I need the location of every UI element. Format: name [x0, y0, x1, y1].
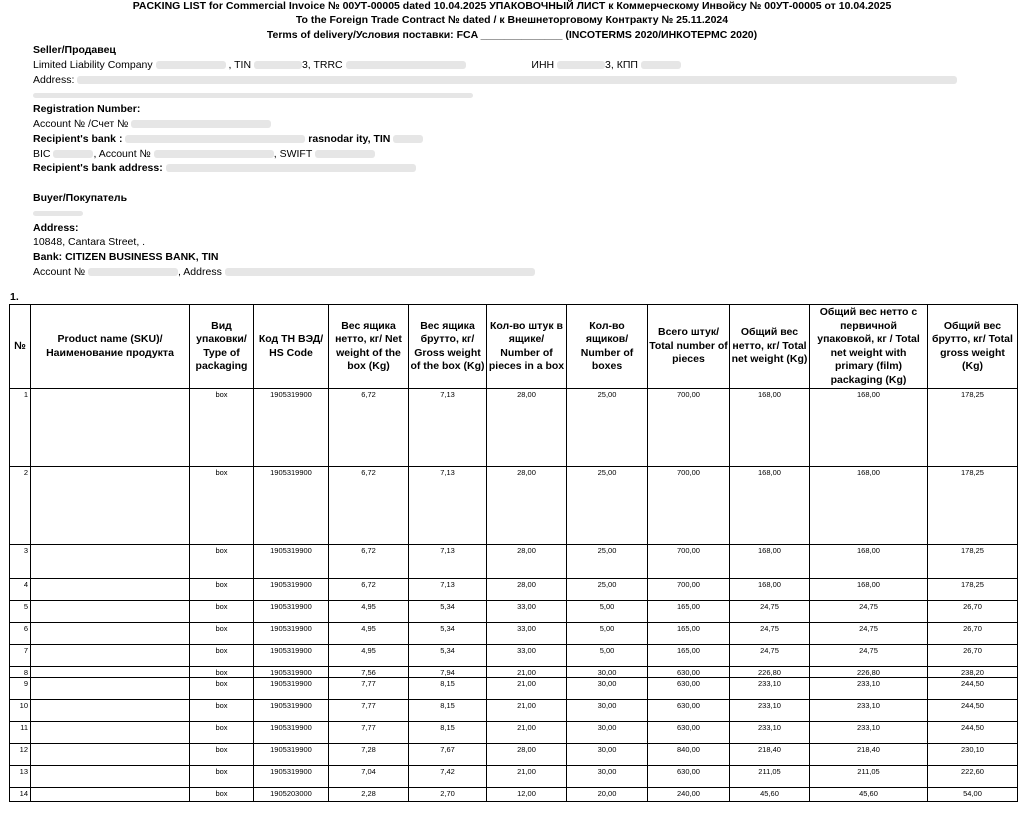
bic-line: [33, 147, 375, 162]
col-header-no: №: [10, 305, 31, 389]
table-cell: 28,00: [487, 389, 567, 467]
table-cell: box: [190, 579, 254, 601]
table-cell: 178,25: [928, 579, 1018, 601]
table-cell: 630,00: [648, 700, 730, 722]
table-cell: 1905319900: [254, 667, 329, 678]
seller-tin: , TIN: [228, 59, 252, 71]
table-cell: box: [190, 766, 254, 788]
table-cell: [31, 579, 190, 601]
bic-account: , Account №: [93, 148, 151, 160]
buyer-title: Buyer/Покупатель: [33, 192, 128, 204]
table-cell: 218,40: [730, 744, 810, 766]
table-cell: 168,00: [730, 579, 810, 601]
table-cell: 222,60: [928, 766, 1018, 788]
table-row: [10, 744, 1018, 766]
table-cell: 233,10: [810, 700, 928, 722]
redaction: [315, 150, 375, 158]
table-cell: 1905319900: [254, 766, 329, 788]
col-header-pieces-box: Кол-во штук в ящике/ Number of pieces in a box: [487, 305, 567, 389]
bic-swift: , SWIFT: [273, 148, 313, 160]
doc-title-line-3: Terms of delivery/Условия поставки: FCA ______________ (INCOTERMS 2020/ИНКОТЕРМС 2020): [266, 29, 758, 41]
row-number-cell: 11: [10, 722, 31, 744]
table-cell: [31, 667, 190, 678]
table-cell: 233,10: [730, 678, 810, 700]
table-cell: 25,00: [567, 389, 648, 467]
redaction: [125, 135, 305, 143]
buyer-address-label: Address:: [33, 222, 79, 234]
redaction: [77, 76, 957, 84]
redaction: [641, 61, 681, 69]
table-cell: 244,50: [928, 722, 1018, 744]
table-cell: 168,00: [730, 467, 810, 545]
table-cell: 7,94: [409, 667, 487, 678]
table-row: [10, 579, 1018, 601]
redaction: [393, 135, 423, 143]
table-cell: 165,00: [648, 601, 730, 623]
redaction: [33, 93, 473, 98]
table-cell: 178,25: [928, 545, 1018, 579]
table-cell: 33,00: [487, 623, 567, 645]
table-cell: 5,00: [567, 623, 648, 645]
table-cell: 30,00: [567, 667, 648, 678]
buyer-bank: Bank: CITIZEN BUSINESS BANK, TIN: [33, 251, 219, 263]
table-cell: 8,15: [409, 722, 487, 744]
row-number-cell: 4: [10, 579, 31, 601]
table-cell: 1905319900: [254, 467, 329, 545]
table-cell: [31, 788, 190, 802]
table-cell: box: [190, 545, 254, 579]
table-cell: 244,50: [928, 700, 1018, 722]
buyer-account-line: [33, 265, 535, 280]
col-header-total-net: Общий вес нетто, кг/ Total net weight (Kg): [730, 305, 810, 389]
table-cell: 5,00: [567, 601, 648, 623]
row-number-cell: 10: [10, 700, 31, 722]
table-cell: [31, 389, 190, 467]
table-cell: 168,00: [810, 579, 928, 601]
table-cell: 26,70: [928, 645, 1018, 667]
buyer-account: Account №: [33, 266, 86, 278]
table-row: [10, 545, 1018, 579]
table-cell: 168,00: [730, 389, 810, 467]
table-cell: 244,50: [928, 678, 1018, 700]
table-cell: 45,60: [730, 788, 810, 802]
table-cell: 7,77: [329, 722, 409, 744]
table-cell: box: [190, 467, 254, 545]
table-cell: 168,00: [730, 545, 810, 579]
table-cell: 7,28: [329, 744, 409, 766]
table-cell: 30,00: [567, 722, 648, 744]
col-header-total-pieces: Всего штук/ Total number of pieces: [648, 305, 730, 389]
table-cell: 168,00: [810, 389, 928, 467]
row-number-cell: 5: [10, 601, 31, 623]
buyer-address-value: 10848, Cantara Street, .: [33, 236, 146, 248]
table-row: [10, 645, 1018, 667]
table-cell: 211,05: [730, 766, 810, 788]
registration-title: Registration Number:: [33, 103, 141, 115]
table-cell: 178,25: [928, 467, 1018, 545]
table-cell: 1905319900: [254, 722, 329, 744]
table-cell: 30,00: [567, 700, 648, 722]
table-cell: 1905319900: [254, 645, 329, 667]
table-cell: 30,00: [567, 744, 648, 766]
table-cell: [31, 744, 190, 766]
table-cell: 30,00: [567, 766, 648, 788]
table-cell: box: [190, 700, 254, 722]
table-cell: 2,70: [409, 788, 487, 802]
row-number-cell: 14: [10, 788, 31, 802]
row-number-cell: 2: [10, 467, 31, 545]
table-cell: box: [190, 678, 254, 700]
table-cell: 21,00: [487, 722, 567, 744]
table-cell: 630,00: [648, 678, 730, 700]
table-cell: 226,80: [810, 667, 928, 678]
seller-title: Seller/Продавец: [33, 44, 116, 56]
table-cell: box: [190, 667, 254, 678]
seller-address-line: [33, 73, 957, 88]
redaction: [53, 150, 93, 158]
seller-company-line: [33, 58, 681, 73]
table-cell: 1905319900: [254, 579, 329, 601]
table-row: [10, 601, 1018, 623]
table-cell: box: [190, 645, 254, 667]
table-cell: 7,13: [409, 467, 487, 545]
table-cell: 840,00: [648, 744, 730, 766]
table-cell: 28,00: [487, 467, 567, 545]
redaction: [154, 150, 274, 158]
table-row: [10, 667, 1018, 678]
table-cell: 24,75: [810, 623, 928, 645]
row-number-cell: 12: [10, 744, 31, 766]
row-number-cell: 7: [10, 645, 31, 667]
seller-trrc: 3, TRRC: [301, 59, 343, 71]
table-cell: box: [190, 722, 254, 744]
redaction: [557, 61, 605, 69]
table-cell: 4,95: [329, 601, 409, 623]
col-header-boxes: Кол-во ящиков/ Number of boxes: [567, 305, 648, 389]
table-cell: 45,60: [810, 788, 928, 802]
table-cell: 5,00: [567, 645, 648, 667]
table-cell: 7,13: [409, 579, 487, 601]
redaction: [254, 61, 302, 69]
table-cell: 7,77: [329, 700, 409, 722]
seller-kpp: 3, КПП: [605, 59, 638, 71]
table-cell: 630,00: [648, 722, 730, 744]
table-row: [10, 389, 1018, 467]
doc-title-line-2: To the Foreign Trade Contract № dated / к Внешнеторговому Контракту № 25.11.2024: [295, 14, 729, 26]
table-row: [10, 788, 1018, 802]
row-number-cell: 3: [10, 545, 31, 579]
table-cell: 30,00: [567, 678, 648, 700]
table-cell: 4,95: [329, 623, 409, 645]
table-cell: 26,70: [928, 601, 1018, 623]
table-row: [10, 467, 1018, 545]
table-cell: 7,04: [329, 766, 409, 788]
table-cell: 6,72: [329, 545, 409, 579]
table-cell: 226,80: [730, 667, 810, 678]
registration-account: Account № /Счет №: [33, 118, 129, 130]
packing-table: [9, 304, 1018, 802]
row-number-cell: 9: [10, 678, 31, 700]
table-cell: 5,34: [409, 601, 487, 623]
seller-inn: ИНН: [531, 59, 555, 71]
table-cell: 700,00: [648, 467, 730, 545]
col-header-net-box: Вес ящика нетто, кг/ Net weight of the box (Kg): [329, 305, 409, 389]
table-cell: 178,25: [928, 389, 1018, 467]
table-row: [10, 700, 1018, 722]
col-header-gross-box: Вес ящика брутто, кг/ Gross weight of the box (Kg): [409, 305, 487, 389]
table-cell: 21,00: [487, 667, 567, 678]
table-cell: 21,00: [487, 678, 567, 700]
table-cell: 25,00: [567, 467, 648, 545]
table-cell: [31, 545, 190, 579]
table-cell: 24,75: [730, 601, 810, 623]
table-row: [10, 678, 1018, 700]
table-cell: 24,75: [810, 645, 928, 667]
redaction: [225, 268, 535, 276]
table-cell: 54,00: [928, 788, 1018, 802]
table-cell: 25,00: [567, 545, 648, 579]
table-cell: 24,75: [730, 623, 810, 645]
table-cell: 21,00: [487, 700, 567, 722]
table-cell: 7,13: [409, 389, 487, 467]
table-cell: 8,15: [409, 678, 487, 700]
table-cell: 4,95: [329, 645, 409, 667]
table-cell: 240,00: [648, 788, 730, 802]
table-cell: 33,00: [487, 601, 567, 623]
table-cell: box: [190, 744, 254, 766]
seller-address-cont: [33, 88, 473, 103]
seller-company: Limited Liability Company: [33, 59, 153, 71]
redaction: [156, 61, 226, 69]
table-cell: 6,72: [329, 467, 409, 545]
col-header-total-gross: Общий вес брутто, кг/ Total gross weight (Kg): [928, 305, 1018, 389]
table-cell: 28,00: [487, 744, 567, 766]
recipient-bank-label: Recipient's bank :: [33, 133, 123, 145]
table-cell: 24,75: [810, 601, 928, 623]
table-cell: 28,00: [487, 579, 567, 601]
table-cell: [31, 623, 190, 645]
table-cell: 2,28: [329, 788, 409, 802]
table-cell: 1905319900: [254, 678, 329, 700]
table-cell: 7,67: [409, 744, 487, 766]
seller-address-label: Address:: [33, 74, 75, 86]
table-cell: 21,00: [487, 766, 567, 788]
table-cell: [31, 601, 190, 623]
row-number-cell: 13: [10, 766, 31, 788]
table-cell: box: [190, 623, 254, 645]
table-cell: 700,00: [648, 579, 730, 601]
table-cell: 33,00: [487, 645, 567, 667]
recipient-bank-city: rasnodar ity, TIN: [308, 133, 391, 145]
buyer-address-inline: , Address: [178, 266, 222, 278]
table-cell: [31, 467, 190, 545]
buyer-name-line: [33, 206, 83, 221]
table-cell: 5,34: [409, 623, 487, 645]
table-cell: box: [190, 601, 254, 623]
table-cell: 233,10: [810, 678, 928, 700]
table-cell: 26,70: [928, 623, 1018, 645]
table-cell: 6,72: [329, 579, 409, 601]
col-header-packaging: Вид упаковки/ Type of packaging: [190, 305, 254, 389]
col-header-total-net-primary: Общий вес нетто с первичной упаковкой, кг / Total net weight with primary (film) packaging (Kg): [810, 305, 928, 389]
table-cell: 700,00: [648, 545, 730, 579]
table-cell: 12,00: [487, 788, 567, 802]
table-cell: [31, 678, 190, 700]
row-number-cell: 8: [10, 667, 31, 678]
table-cell: 233,10: [730, 722, 810, 744]
table-row: [10, 623, 1018, 645]
table-cell: 1905319900: [254, 744, 329, 766]
table-row: [10, 766, 1018, 788]
table-cell: 211,05: [810, 766, 928, 788]
table-cell: 168,00: [810, 467, 928, 545]
redaction: [346, 61, 466, 69]
table-cell: 1905319900: [254, 545, 329, 579]
recipient-bank-address-line: [33, 161, 416, 176]
table-cell: 233,10: [730, 700, 810, 722]
table-cell: 7,42: [409, 766, 487, 788]
redaction: [88, 268, 178, 276]
table-cell: 1905319900: [254, 623, 329, 645]
table-cell: 165,00: [648, 623, 730, 645]
col-header-product: Product name (SKU)/ Наименование продукта: [31, 305, 190, 389]
table-cell: [31, 700, 190, 722]
recipient-bank-line: [33, 132, 423, 147]
table-cell: [31, 722, 190, 744]
table-cell: 7,56: [329, 667, 409, 678]
table-cell: [31, 766, 190, 788]
table-cell: 5,34: [409, 645, 487, 667]
recipient-bank-address: Recipient's bank address:: [33, 162, 163, 174]
table-cell: 630,00: [648, 766, 730, 788]
table-cell: 218,40: [810, 744, 928, 766]
table-cell: 230,10: [928, 744, 1018, 766]
redaction: [33, 211, 83, 216]
col-header-hs-code: Код ТН ВЭД/ HS Code: [254, 305, 329, 389]
table-cell: 1905319900: [254, 700, 329, 722]
table-cell: 168,00: [810, 545, 928, 579]
table-cell: 1905319900: [254, 601, 329, 623]
doc-title-line-1: PACKING LIST for Commercial Invoice № 00УТ-00005 dated 10.04.2025 УПАКОВОЧНЫЙ ЛИСТ к Коммерческому Инвойсу № 00УТ-00005 от 10.04.2025: [132, 0, 892, 12]
table-cell: 28,00: [487, 545, 567, 579]
registration-account-line: [33, 117, 271, 132]
redaction: [166, 164, 416, 172]
table-cell: 6,72: [329, 389, 409, 467]
table-cell: 7,13: [409, 545, 487, 579]
row-number-cell: 6: [10, 623, 31, 645]
table-cell: [31, 645, 190, 667]
row-number-cell: 1: [10, 389, 31, 467]
table-cell: 238,20: [928, 667, 1018, 678]
table-cell: 165,00: [648, 645, 730, 667]
table-cell: 700,00: [648, 389, 730, 467]
table-cell: 8,15: [409, 700, 487, 722]
table-cell: 233,10: [810, 722, 928, 744]
table-cell: 7,77: [329, 678, 409, 700]
table-cell: 1905319900: [254, 389, 329, 467]
table-cell: 1905203000: [254, 788, 329, 802]
section-number: 1.: [10, 291, 19, 303]
table-cell: 20,00: [567, 788, 648, 802]
table-cell: 630,00: [648, 667, 730, 678]
bic-label: BIC: [33, 148, 51, 160]
table-cell: 24,75: [730, 645, 810, 667]
table-cell: box: [190, 788, 254, 802]
table-cell: box: [190, 389, 254, 467]
table-row: [10, 722, 1018, 744]
table-cell: 25,00: [567, 579, 648, 601]
table-header-row: [10, 305, 1018, 389]
redaction: [131, 120, 271, 128]
